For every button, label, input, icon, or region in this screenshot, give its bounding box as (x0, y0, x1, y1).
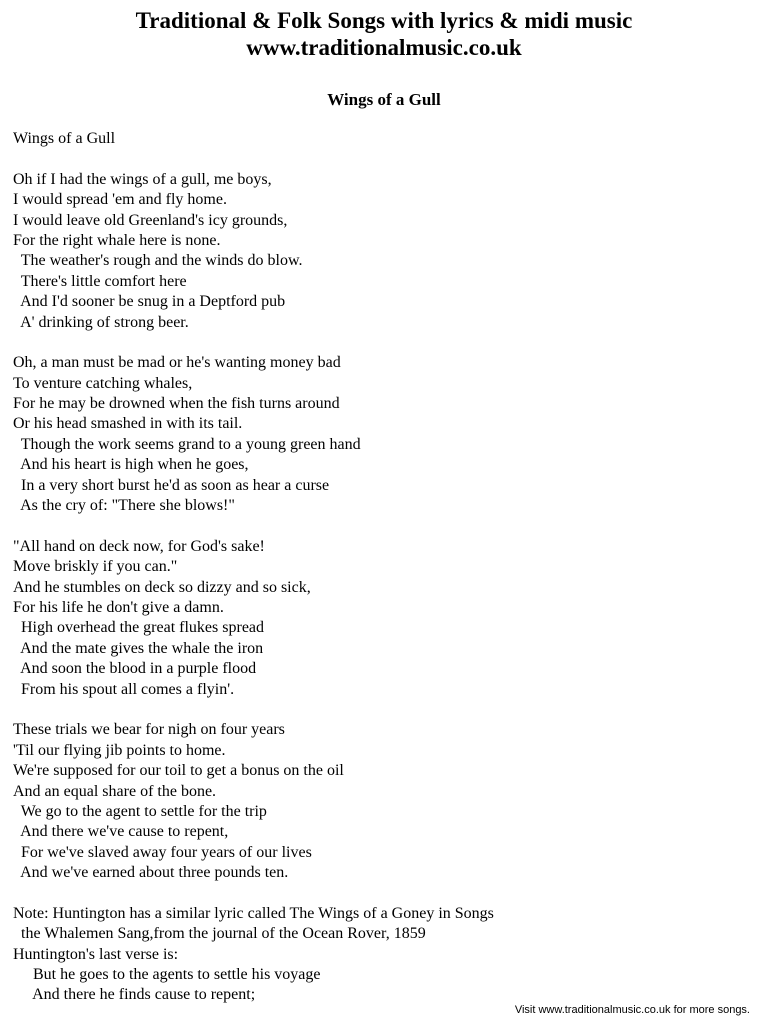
lyric-line: And the mate gives the whale the iron (13, 639, 264, 657)
lyric-line: I would spread 'em and fly home. (13, 191, 227, 209)
lyric-line: Note: Huntington has a similar lyric called The Wings of a Goney in Songs (13, 904, 494, 922)
lyric-line: And there we've cause to repent, (13, 823, 229, 841)
lyric-line: High overhead the great flukes spread (13, 619, 265, 637)
lyric-line: And soon the blood in a purple flood (13, 660, 257, 678)
lyric-line: Move briskly if you can." (13, 558, 178, 576)
lyric-line: And I'd sooner be snug in a Deptford pub (13, 293, 286, 311)
lyric-line: 'Til our flying jib points to home. (13, 741, 226, 759)
lyric-line: But he goes to the agents to settle his voyage (13, 966, 321, 984)
lyric-line (13, 149, 753, 169)
lyric-line: In a very short burst he'd as soon as hear a curse (13, 476, 330, 494)
lyric-line (13, 333, 753, 353)
lyric-line: And he stumbles on deck so dizzy and so sick, (13, 578, 311, 596)
site-header-url: www.traditionalmusic.co.uk (246, 35, 522, 60)
lyric-line: These trials we bear for nigh on four years (13, 721, 285, 739)
lyric-line: The weather's rough and the winds do blow. (13, 252, 303, 270)
lyric-line: As the cry of: "There she blows!" (13, 497, 235, 515)
lyric-line: And his heart is high when he goes, (13, 456, 249, 474)
lyric-line: Though the work seems grand to a young green hand (13, 435, 361, 453)
lyric-line: And we've earned about three pounds ten. (13, 864, 289, 882)
lyric-line: And an equal share of the bone. (13, 782, 217, 800)
lyrics-body (13, 129, 753, 1006)
lyric-line: For we've slaved away four years of our lives (13, 843, 312, 861)
song-title: Wings of a Gull (327, 90, 441, 109)
lyric-line: For he may be drowned when the fish turns around (13, 395, 340, 413)
lyric-line: To venture catching whales, (13, 374, 193, 392)
lyric-line: From his spout all comes a flyin'. (13, 680, 235, 698)
lyric-line: There's little comfort here (13, 272, 187, 290)
site-header-title: Traditional & Folk Songs with lyrics & midi music (135, 8, 633, 33)
lyric-line: For his life he don't give a damn. (13, 598, 224, 616)
footer-note: Visit www.traditionalmusic.co.uk for more songs. (514, 1004, 750, 1016)
lyric-line: And there he finds cause to repent; (13, 986, 256, 1004)
lyric-line: For the right whale here is none. (13, 231, 221, 249)
lyric-line: I would leave old Greenland's icy grounds, (13, 211, 288, 229)
lyric-line (13, 700, 753, 720)
lyric-line: the Whalemen Sang,from the journal of the Ocean Rover, 1859 (13, 925, 426, 943)
lyric-line: Oh if I had the wings of a gull, me boys, (13, 170, 272, 188)
lyric-line: Wings of a Gull (13, 130, 116, 147)
site-header (0, 7, 768, 61)
lyric-line: Huntington's last verse is: (13, 945, 179, 963)
lyric-line: We go to the agent to settle for the trip (13, 802, 267, 820)
lyric-line: Oh, a man must be mad or he's wanting money bad (13, 354, 341, 372)
lyric-line (13, 516, 753, 536)
lyric-line: We're supposed for our toil to get a bonus on the oil (13, 762, 344, 780)
lyric-line (13, 883, 753, 903)
lyric-line: A' drinking of strong beer. (13, 313, 189, 331)
lyric-line: "All hand on deck now, for God's sake! (13, 537, 265, 555)
lyric-line: Or his head smashed in with its tail. (13, 415, 243, 433)
